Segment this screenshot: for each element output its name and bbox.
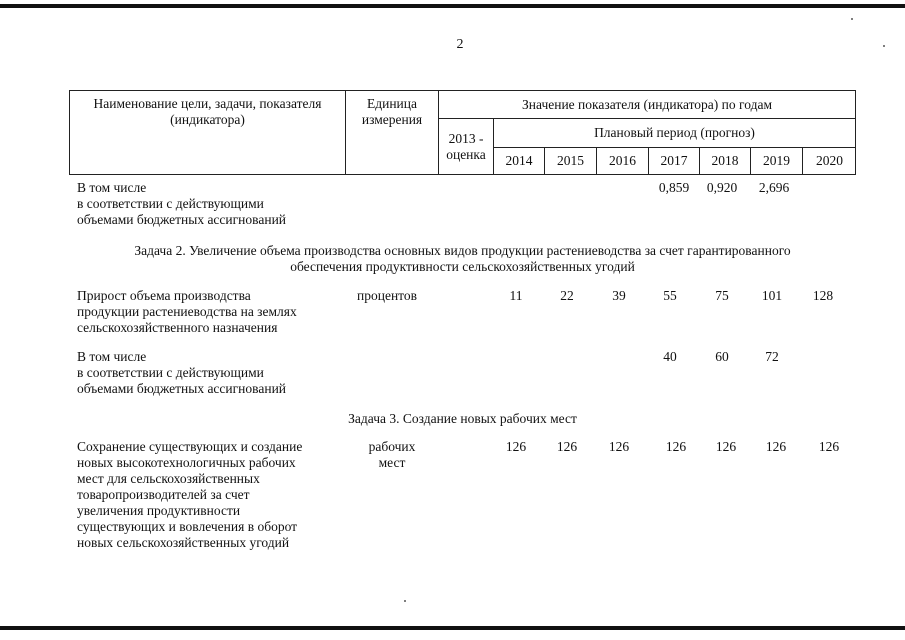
indicator-label: Прирост объема производства продукции растениеводства на землях сельскохозяйственного назначения [77,288,297,335]
row-value: 39 [612,288,626,303]
header-estimate-2013: 2013 - оценка [439,119,494,175]
row-value: 126 [505,439,527,454]
indicator-label: В том числе в соответствии с действующими объемами бюджетных ассигнований [77,349,287,396]
row-value: 126 [665,439,687,454]
row-value: 0,920 [706,180,738,195]
indicator-label: В том числе в соответствии с действующими объемами бюджетных ассигнований [77,180,287,227]
row-value: 126 [765,439,787,454]
row-value: 126 [608,439,630,454]
row-value: 11 [509,288,523,303]
indicator-label: Сохранение существующих и создание новых высокотехнологичных рабочих мест для сельскохозяйственных товаропроизводителей за счет увеличения продуктивности существующих и вовлечения в оборот новых сельскохозяйственных угодий [77,439,303,550]
row-value: 128 [812,288,834,303]
row-value: 22 [560,288,574,303]
row-value: 101 [761,288,783,303]
row-value: 2,696 [758,180,790,195]
header-year: 2016 [597,148,649,175]
row-value: 55 [663,288,677,303]
row-value: 72 [765,349,779,364]
row-value: 0,859 [658,180,690,195]
row-value: 60 [715,349,729,364]
row-value: 126 [715,439,737,454]
header-year: 2014 [494,148,545,175]
page-number: 2 [456,37,464,52]
row-value: 75 [715,288,729,303]
bottom-border-line [0,626,905,630]
header-values-column: Значение показателя (индикатора) по годам [439,91,856,119]
row-value: 40 [663,349,677,364]
header-year: 2020 [803,148,856,175]
unit-label: рабочих мест [368,439,416,470]
top-border-line [0,4,905,8]
unit-label: процентов [357,288,418,303]
task-3-heading: Задача 3. Создание новых рабочих мест [348,411,577,426]
scan-speck [404,600,406,602]
header-name-column: Наименование цели, задачи, показателя (индикатора) [70,91,346,175]
header-year: 2019 [751,148,803,175]
task-2-heading: Задача 2. Увеличение объема производства основных видов продукции растениеводства за счет гарантированного обеспечения продуктивности сельскохозяйственных угодий [134,243,791,274]
row-value: 126 [556,439,578,454]
header-plan-period: Плановый период (прогноз) [494,119,856,148]
table-header [69,90,856,175]
header-year: 2018 [700,148,751,175]
row-value: 126 [818,439,840,454]
header-unit-column: Единица измерения [346,91,439,175]
scan-speck [851,18,853,20]
header-year: 2017 [649,148,700,175]
header-year: 2015 [545,148,597,175]
scan-speck [883,45,885,47]
